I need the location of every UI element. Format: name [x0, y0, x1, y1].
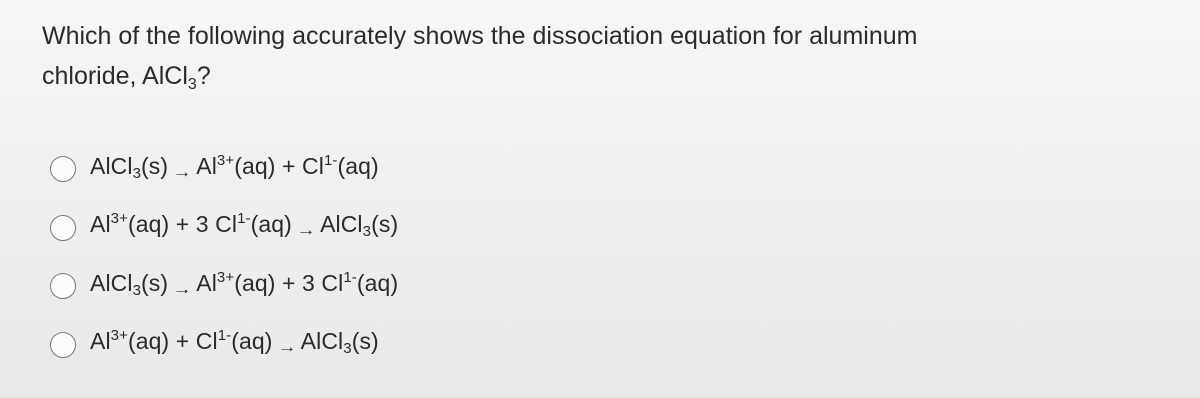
- question-text: [42, 16, 1162, 96]
- reaction-arrow-icon: →: [172, 163, 192, 181]
- question-line-2-suffix: ?: [196, 62, 211, 90]
- equation-text: (aq): [356, 269, 399, 296]
- question-line-1: Which of the following accurately shows the dissociation equation for aluminum: [42, 22, 918, 50]
- reaction-arrow-icon: →: [276, 339, 297, 357]
- superscript: 1-: [323, 151, 338, 169]
- superscript: 3+: [216, 268, 235, 286]
- answer-option-1[interactable]: [50, 138, 398, 197]
- superscript: 3+: [110, 327, 128, 345]
- subscript: 3: [132, 164, 142, 182]
- reaction-arrow-icon: →: [296, 222, 316, 240]
- subscript: 3: [362, 223, 372, 241]
- superscript: 1-: [343, 268, 357, 286]
- equation-text: AlCl: [320, 211, 363, 238]
- radio-button-2[interactable]: [50, 215, 76, 241]
- equation-text: (aq) + Cl: [127, 328, 218, 355]
- question-line-2: [42, 56, 1162, 96]
- option-4-equation: [90, 328, 379, 357]
- equation-text: (aq): [250, 211, 292, 238]
- equation-text: (aq): [231, 328, 273, 355]
- radio-button-1[interactable]: [50, 156, 76, 182]
- equation-text: (aq) + 3 Cl: [127, 211, 238, 238]
- superscript: 3+: [216, 151, 235, 169]
- equation-text: AlCl: [90, 269, 133, 296]
- radio-button-4[interactable]: [50, 332, 76, 358]
- equation-text: Al: [90, 328, 111, 355]
- equation-text: (s): [141, 269, 169, 296]
- equation-text: AlCl: [300, 328, 344, 355]
- equation-text: Al: [196, 269, 217, 296]
- answer-option-2[interactable]: [50, 197, 398, 256]
- equation-text: Al: [90, 211, 111, 238]
- subscript: 3: [343, 340, 352, 358]
- question-line-2-prefix: chloride, AlCl: [42, 62, 188, 90]
- option-3-equation: [90, 270, 398, 299]
- equation-text: (aq): [337, 152, 379, 179]
- question-line-2-subscript: 3: [187, 76, 197, 93]
- answer-option-4[interactable]: [50, 314, 398, 373]
- reaction-arrow-icon: →: [172, 280, 192, 298]
- superscript: 1-: [237, 210, 251, 228]
- equation-text: Al: [196, 152, 217, 179]
- equation-text: (s): [371, 211, 399, 238]
- option-1-equation: [90, 153, 379, 182]
- equation-text: (s): [141, 152, 169, 179]
- answer-options: [50, 138, 398, 372]
- equation-text: (s): [351, 328, 379, 355]
- option-2-equation: [90, 211, 398, 240]
- radio-button-3[interactable]: [50, 273, 76, 299]
- answer-option-3[interactable]: [50, 255, 398, 314]
- subscript: 3: [132, 281, 142, 299]
- equation-text: (aq) + 3 Cl: [234, 269, 344, 296]
- superscript: 3+: [110, 210, 128, 228]
- equation-text: (aq) + Cl: [234, 152, 324, 179]
- equation-text: AlCl: [90, 152, 133, 179]
- superscript: 1-: [217, 327, 232, 345]
